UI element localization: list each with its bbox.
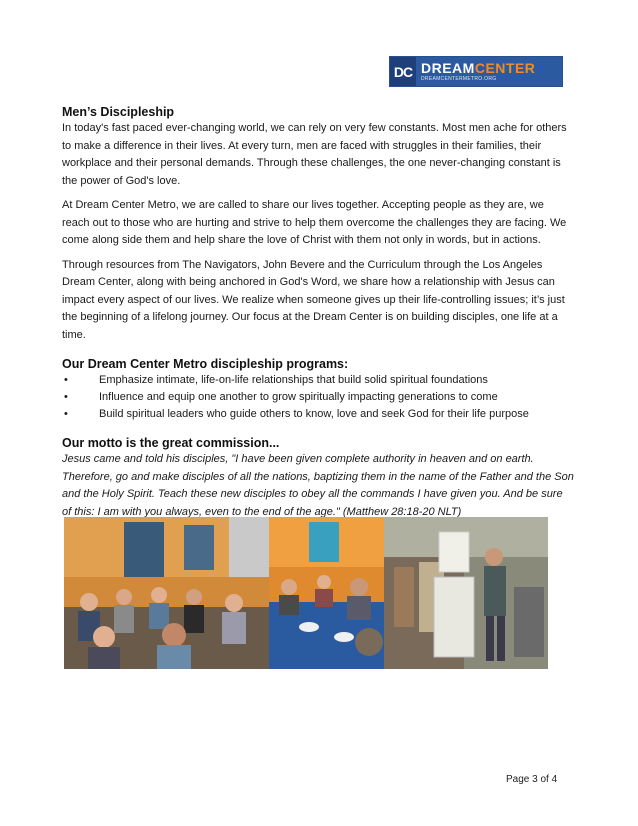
mens-paragraph-2: At Dream Center Metro, we are called to share our lives together. Accepting people as they are, we reach out to those who are hurting and strive to help them overcome the challenges they are facing. We come along side them and help share the love of Christ with them not only in words, but in actions. <box>62 199 567 246</box>
logo-name-part2: CENTER <box>474 60 536 76</box>
logo-text <box>416 57 562 86</box>
document-body <box>62 104 574 521</box>
programs-heading: Our Dream Center Metro discipleship programs: <box>62 357 349 371</box>
logo-name-part1: DREAM <box>421 60 475 76</box>
mens-paragraph-1: In today's fast paced ever-changing world, we can rely on very few constants. Most men ache for others to make a difference in their lives. At every turn, men are faced with struggles in their families, their workplace and their personal demands. Through these challenges, the one never-changing constant is the power of God's love. <box>62 122 567 187</box>
logo-url: DREAMCENTERMETRO.ORG <box>421 76 497 82</box>
page-number: Page 3 of 4 <box>506 774 558 785</box>
logo-name <box>421 61 562 76</box>
mens-discipleship-heading: Men’s Discipleship <box>62 105 175 119</box>
dream-center-logo <box>389 56 563 87</box>
logo-mark: DC <box>390 57 416 86</box>
group-meeting-photo <box>64 517 269 669</box>
dinner-table-photo <box>269 517 384 669</box>
motto-heading: Our motto is the great commission... <box>62 436 280 450</box>
list-item: • Influence and equip one another to grow spiritually impacting generations to come <box>62 389 574 406</box>
warehouse-furniture-photo <box>384 517 548 669</box>
programs-list <box>62 372 574 423</box>
motto-text: Jesus came and told his disciples, "I have been given complete authority in heaven and on earth. Therefore, go and make disciples of all the nations, baptizing them in the name of the Father and the Son and the Holy Spirit. Teach these new disciples to obey all the commands I have given you. And be sure of this: I am with you always, even to the end of the age." (Matthew 28:18-20 NLT) <box>62 453 574 518</box>
photo-strip <box>64 517 548 669</box>
mens-paragraph-3: Through resources from The Navigators, John Bevere and the Curriculum through the Los Angeles Dream Center, along with being anchored in God's Word, we share how a relationship with Jesus can impact every aspect of our lives. We realize when someone gives up their life-controlling issues; it’s just the beginning of a lifelong journey. Our focus at the Dream Center is on building disciples, one life at a time. <box>62 258 565 341</box>
list-item: • Build spiritual leaders who guide others to know, love and seek God for their life purpose <box>62 406 574 423</box>
list-item: • Emphasize intimate, life-on-life relationships that build solid spiritual foundations <box>62 372 574 389</box>
